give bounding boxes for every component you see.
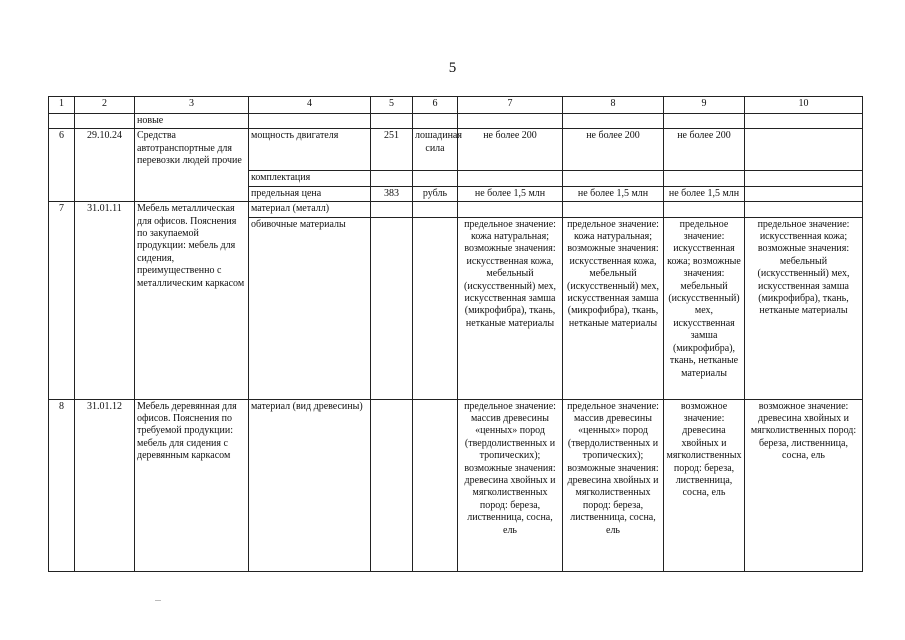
property-name: материал (вид древесины)	[249, 399, 371, 571]
value-cell: не более 1,5 млн	[458, 186, 563, 201]
header-cell: 9	[664, 97, 745, 114]
row-number: 6	[49, 129, 75, 202]
property-name: мощность двигателя	[249, 129, 371, 171]
product-name: Средства автотранспортные для перевозки людей прочие	[135, 129, 249, 202]
header-cell: 2	[75, 97, 135, 114]
header-cell: 3	[135, 97, 249, 114]
value-cell: предельное значение: кожа натуральная; возможные значения: искусственная кожа, мебельный (искусственный) мех, искусственная замша (микрофибра), ткань, нетканые материалы	[563, 217, 664, 399]
okpd-code: 29.10.24	[75, 129, 135, 202]
property-name: материал (металл)	[249, 202, 371, 217]
okei-code: 383	[371, 186, 413, 201]
value-cell: предельное значение: кожа натуральная; возможные значения: искусственная кожа, мебельный (искусственный) мех, искусственная замша (микрофибра), ткань, нетканые материалы	[458, 217, 563, 399]
property-name: комплектация	[249, 171, 371, 186]
value-cell: предельное значение: массив древесины «ценных» пород (твердолиственных и тропических); возможные значения: древесина хвойных и мягколиственных пород: береза, лиственница, сосна, ель	[563, 399, 664, 571]
row-number: 7	[49, 202, 75, 399]
page-number: 5	[448, 60, 457, 76]
row-number: 8	[49, 399, 75, 571]
table-row	[49, 114, 863, 129]
okpd-code: 31.01.12	[75, 399, 135, 571]
value-cell: не более 1,5 млн	[664, 186, 745, 201]
value-cell: не более 200	[458, 129, 563, 171]
property-name: предельная цена	[249, 186, 371, 201]
value-cell: возможное значение: древесина хвойных и мягколиственных пород: береза, лиственница, сосна, ель	[745, 399, 863, 571]
header-cell: 4	[249, 97, 371, 114]
header-cell: 7	[458, 97, 563, 114]
value-cell: предельное значение: искусственная кожа; возможные значения: мебельный (искусственный) мех, искусственная замша (микрофибра), ткань, нетканые материалы	[664, 217, 745, 399]
requirements-table	[48, 96, 863, 572]
header-cell: 5	[371, 97, 413, 114]
okpd-code: 31.01.11	[75, 202, 135, 399]
header-row	[49, 97, 863, 114]
value-cell: предельное значение: массив древесины «ценных» пород (твердолиственных и тропических); возможные значения: древесина хвойных и мягколиственных пород: береза, лиственница, сосна, ель	[458, 399, 563, 571]
header-cell: 10	[745, 97, 863, 114]
unit-name: рубль	[413, 186, 458, 201]
value-cell: не более 200	[563, 129, 664, 171]
table-row	[49, 129, 863, 171]
header-cell: 1	[49, 97, 75, 114]
header-cell: 6	[413, 97, 458, 114]
table-row	[49, 399, 863, 571]
okei-code: 251	[371, 129, 413, 171]
header-cell: 8	[563, 97, 664, 114]
value-cell: предельное значение: искусственная кожа; возможные значения: мебельный (искусственный) мех, искусственная замша (микрофибра), ткань, нетканые материалы	[745, 217, 863, 399]
value-cell: возможное значение: древесина хвойных и мягколиственных пород: береза, лиственница, сосна, ель	[664, 399, 745, 571]
property-name: обивочные материалы	[249, 217, 371, 399]
value-cell: не более 200	[664, 129, 745, 171]
scan-speck	[155, 600, 161, 601]
table-row	[49, 202, 863, 217]
name-cell: новые	[135, 114, 249, 129]
value-cell: не более 1,5 млн	[563, 186, 664, 201]
unit-name: лошадиная сила	[413, 129, 458, 171]
product-name: Мебель деревянная для офисов. Пояснения по требуемой продукции: мебель для сидения с деревянным каркасом	[135, 399, 249, 571]
product-name: Мебель металлическая для офисов. Пояснения по закупаемой продукции: мебель для сидения, преимущественно с металлическим каркасом	[135, 202, 249, 399]
